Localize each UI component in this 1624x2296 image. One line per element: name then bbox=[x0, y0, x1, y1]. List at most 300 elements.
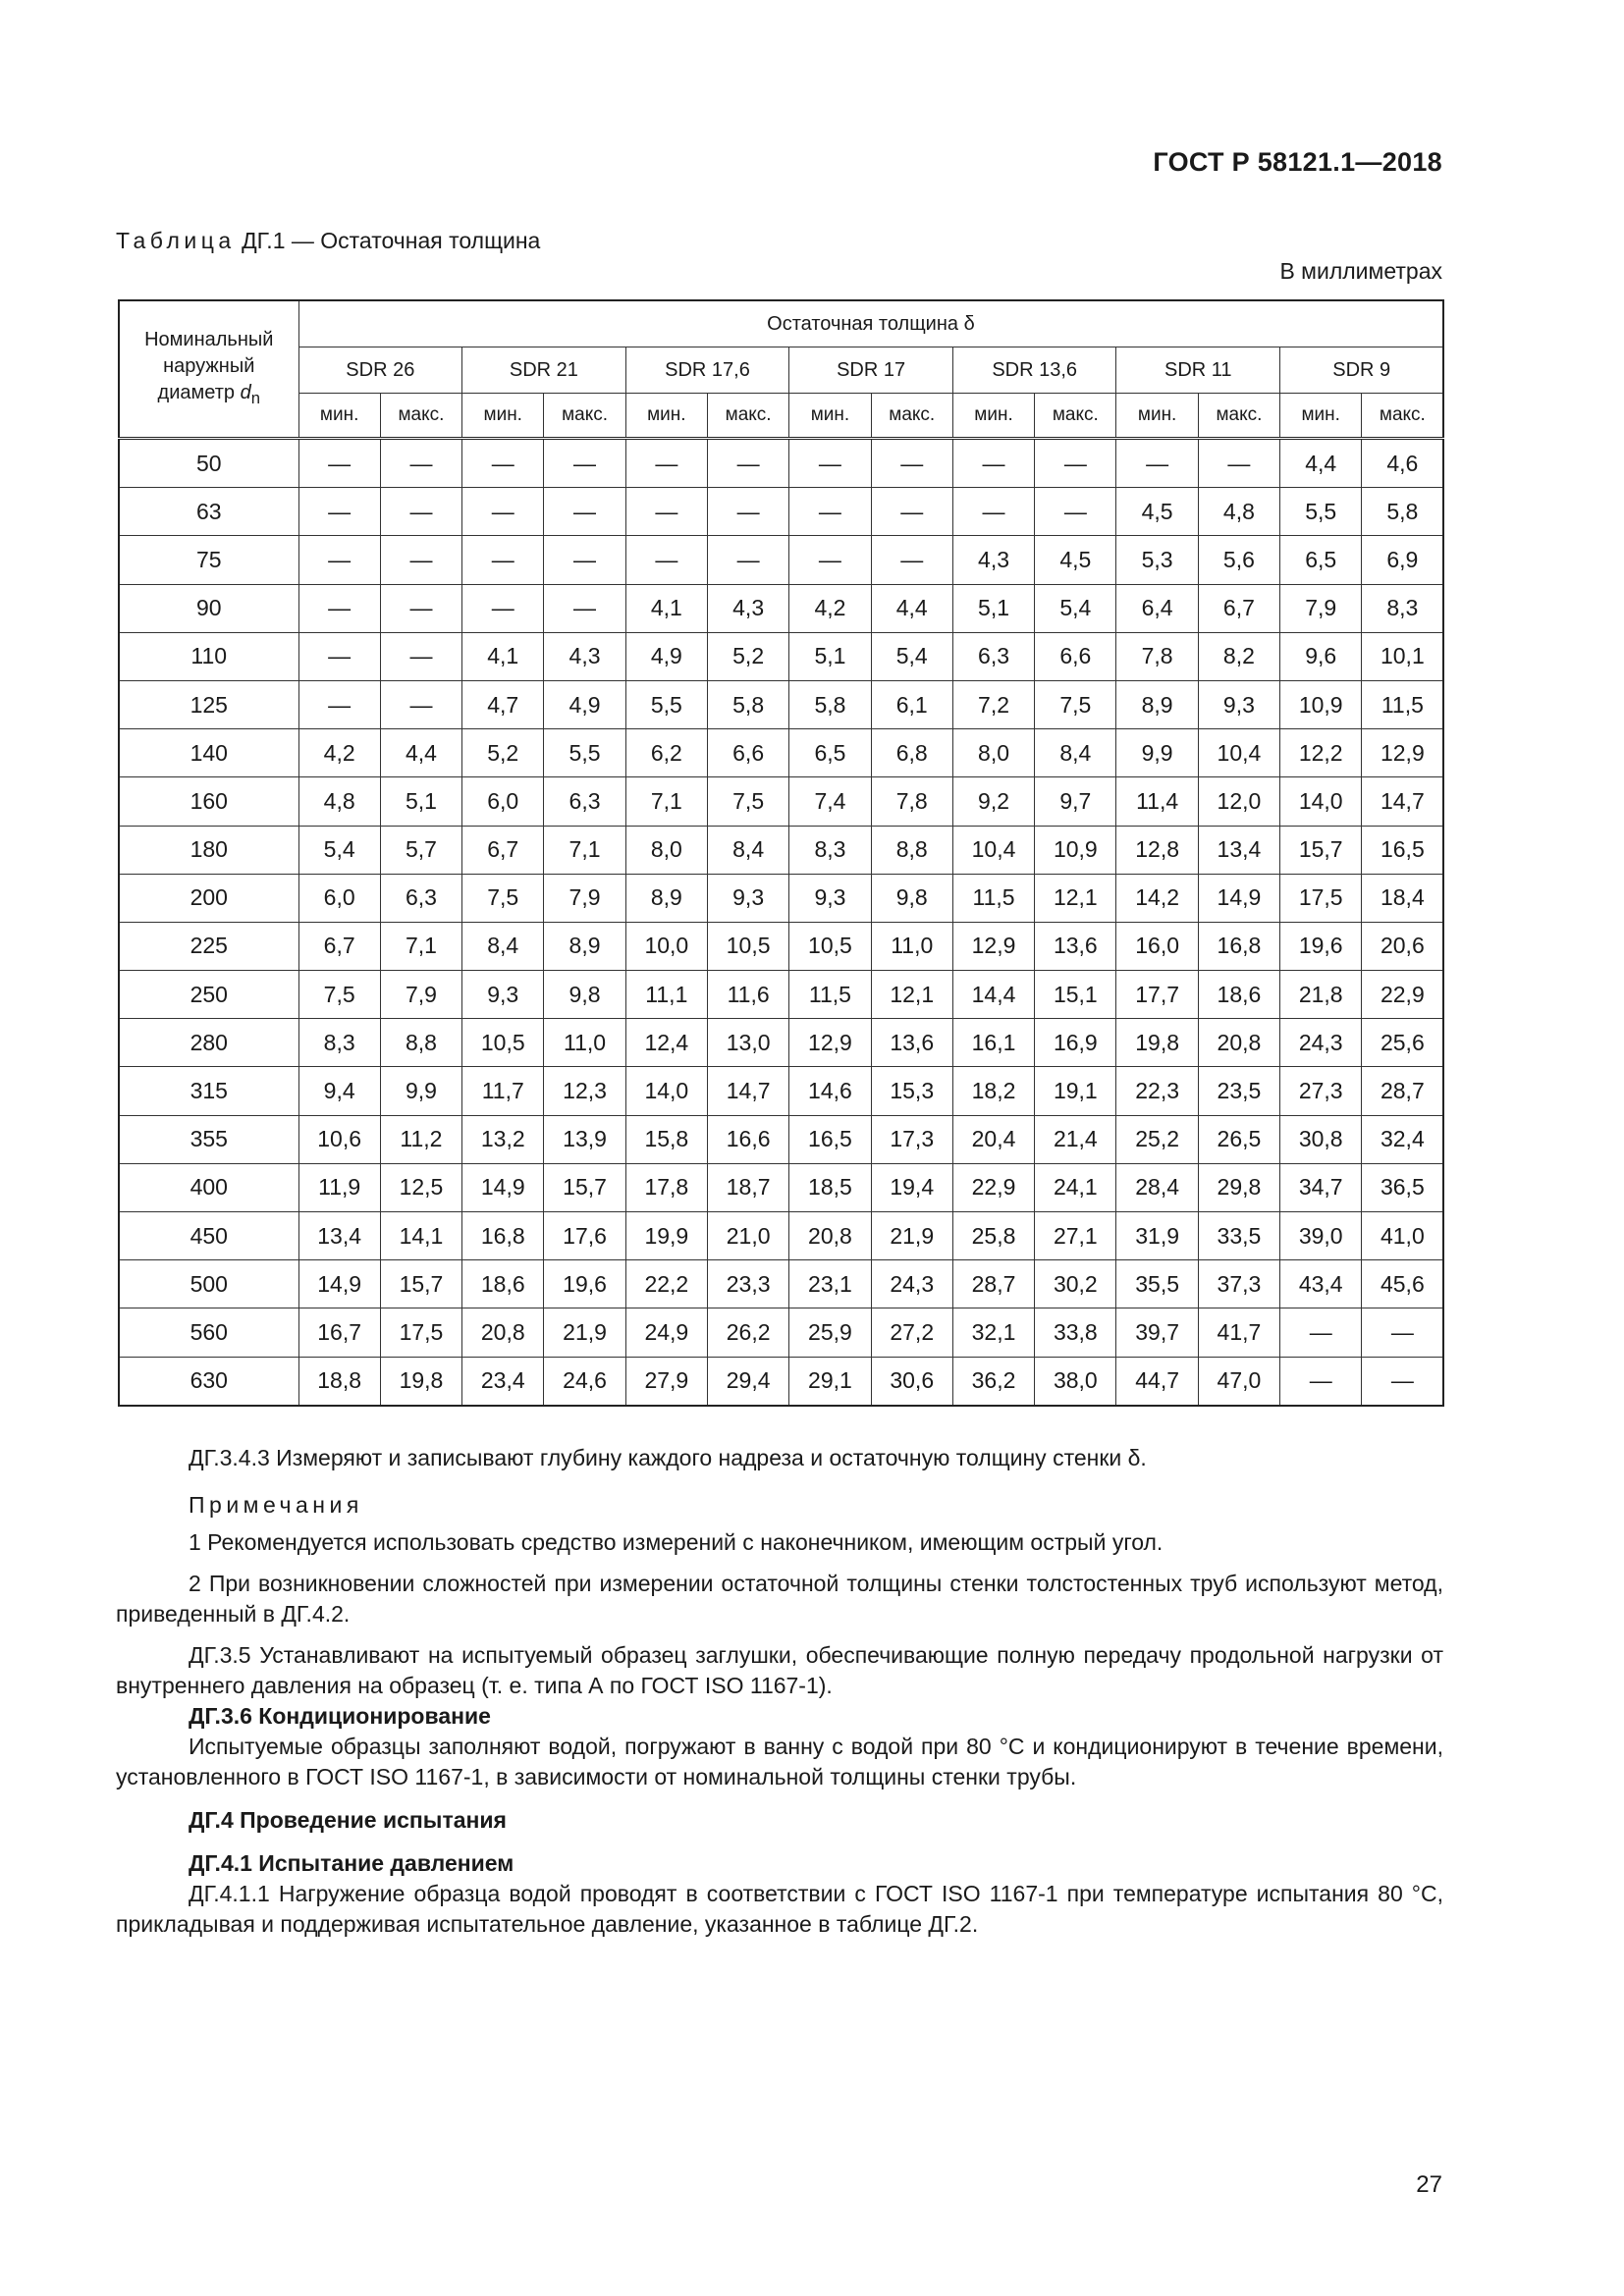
max-header: макс. bbox=[871, 394, 952, 439]
thickness-cell: 7,1 bbox=[544, 826, 625, 874]
thickness-cell: 24,6 bbox=[544, 1357, 625, 1406]
thickness-cell: 7,4 bbox=[789, 777, 871, 826]
thickness-cell: 8,9 bbox=[544, 922, 625, 970]
thickness-cell: 16,7 bbox=[298, 1308, 380, 1357]
diameter-cell: 125 bbox=[119, 680, 298, 728]
table-units: В миллиметрах bbox=[1279, 258, 1442, 284]
table-row bbox=[119, 584, 1443, 632]
thickness-cell: 8,3 bbox=[298, 1019, 380, 1067]
thickness-cell: 36,2 bbox=[952, 1357, 1034, 1406]
thickness-cell: — bbox=[1035, 439, 1116, 488]
thickness-cell: 18,4 bbox=[1362, 874, 1444, 922]
thickness-cell: 12,1 bbox=[871, 971, 952, 1019]
sdr-header: SDR 9 bbox=[1280, 347, 1444, 394]
thickness-cell: 5,3 bbox=[1116, 536, 1198, 584]
thickness-cell: — bbox=[1035, 488, 1116, 536]
thickness-cell: 6,3 bbox=[380, 874, 461, 922]
thickness-cell: 9,7 bbox=[1035, 777, 1116, 826]
thickness-cell: 24,3 bbox=[1280, 1019, 1362, 1067]
thickness-cell: 12,0 bbox=[1198, 777, 1279, 826]
thickness-cell: 4,5 bbox=[1035, 536, 1116, 584]
thickness-cell: 21,4 bbox=[1035, 1115, 1116, 1163]
min-header: мин. bbox=[462, 394, 544, 439]
thickness-cell: 6,3 bbox=[544, 777, 625, 826]
thickness-cell: 9,8 bbox=[871, 874, 952, 922]
thickness-cell: — bbox=[462, 536, 544, 584]
thickness-cell: 18,6 bbox=[1198, 971, 1279, 1019]
header-row-sdr bbox=[119, 347, 1443, 394]
thickness-cell: 16,6 bbox=[707, 1115, 788, 1163]
table-row bbox=[119, 488, 1443, 536]
thickness-cell: 19,1 bbox=[1035, 1067, 1116, 1115]
thickness-cell: 10,0 bbox=[625, 922, 707, 970]
sdr-header: SDR 13,6 bbox=[952, 347, 1116, 394]
thickness-cell: 7,9 bbox=[380, 971, 461, 1019]
thickness-cell: 14,1 bbox=[380, 1212, 461, 1260]
table-caption-prefix: Таблица bbox=[116, 228, 236, 253]
thickness-cell: 8,3 bbox=[789, 826, 871, 874]
thickness-cell: 19,6 bbox=[544, 1260, 625, 1308]
heading-dg-3-6: ДГ.3.6 Кондиционирование bbox=[189, 1703, 491, 1729]
thickness-cell: 4,8 bbox=[1198, 488, 1279, 536]
thickness-cell: 6,8 bbox=[871, 729, 952, 777]
table-caption-title: ДГ.1 — Остаточная толщина bbox=[235, 228, 541, 253]
thickness-cell: 11,5 bbox=[789, 971, 871, 1019]
diameter-symbol: d bbox=[240, 382, 251, 403]
thickness-cell: — bbox=[298, 439, 380, 488]
thickness-cell: 6,7 bbox=[462, 826, 544, 874]
thickness-cell: 8,3 bbox=[1362, 584, 1444, 632]
thickness-cell: — bbox=[1116, 439, 1198, 488]
table-row bbox=[119, 826, 1443, 874]
thickness-cell: 19,8 bbox=[1116, 1019, 1198, 1067]
thickness-cell: 29,8 bbox=[1198, 1163, 1279, 1211]
thickness-cell: 18,2 bbox=[952, 1067, 1034, 1115]
thickness-cell: 26,5 bbox=[1198, 1115, 1279, 1163]
min-header: мин. bbox=[298, 394, 380, 439]
thickness-cell: 5,1 bbox=[952, 584, 1034, 632]
diameter-header-line-3: диаметр bbox=[157, 382, 235, 403]
thickness-cell: 7,2 bbox=[952, 680, 1034, 728]
thickness-cell: — bbox=[544, 584, 625, 632]
thickness-cell: 7,5 bbox=[707, 777, 788, 826]
clause-dg-3-5: ДГ.3.5 Устанавливают на испытуемый образец заглушки, обеспечивающие полную передачу продольной нагрузки от внутреннего давления на образец (т. е. типа А по ГОСТ ISO 1167-1). bbox=[116, 1642, 1443, 1698]
thickness-cell: 21,0 bbox=[707, 1212, 788, 1260]
thickness-cell: 21,9 bbox=[871, 1212, 952, 1260]
thickness-cell: 23,4 bbox=[462, 1357, 544, 1406]
max-header: макс. bbox=[707, 394, 788, 439]
clause-dg-4-1-1: ДГ.4.1.1 Нагружение образца водой проводят в соответствии с ГОСТ ISO 1167-1 при температуре испытания 80 °С, прикладывая и поддерживая испытательное давление, указанное в таблице ДГ.2. bbox=[116, 1881, 1443, 1937]
sdr-header: SDR 17 bbox=[789, 347, 953, 394]
thickness-cell: 14,0 bbox=[625, 1067, 707, 1115]
thickness-cell: 43,4 bbox=[1280, 1260, 1362, 1308]
thickness-cell: 15,1 bbox=[1035, 971, 1116, 1019]
thickness-cell: 13,4 bbox=[1198, 826, 1279, 874]
thickness-cell: 4,1 bbox=[625, 584, 707, 632]
thickness-cell: 6,6 bbox=[707, 729, 788, 777]
thickness-cell: 5,8 bbox=[707, 680, 788, 728]
thickness-cell: 5,7 bbox=[380, 826, 461, 874]
thickness-cell: — bbox=[871, 439, 952, 488]
table-body bbox=[119, 439, 1443, 1406]
table-row bbox=[119, 1357, 1443, 1406]
thickness-cell: 22,2 bbox=[625, 1260, 707, 1308]
diameter-cell: 355 bbox=[119, 1115, 298, 1163]
thickness-cell: 32,4 bbox=[1362, 1115, 1444, 1163]
thickness-cell: 28,7 bbox=[952, 1260, 1034, 1308]
sdr-header: SDR 11 bbox=[1116, 347, 1280, 394]
thickness-cell: 17,6 bbox=[544, 1212, 625, 1260]
table-row bbox=[119, 632, 1443, 680]
thickness-cell: 23,1 bbox=[789, 1260, 871, 1308]
thickness-cell: 7,9 bbox=[544, 874, 625, 922]
thickness-cell: 47,0 bbox=[1198, 1357, 1279, 1406]
thickness-cell: 9,9 bbox=[1116, 729, 1198, 777]
thickness-cell: 8,9 bbox=[1116, 680, 1198, 728]
thickness-cell: 9,8 bbox=[544, 971, 625, 1019]
header-row-minmax bbox=[119, 394, 1443, 439]
thickness-cell: 15,7 bbox=[380, 1260, 461, 1308]
thickness-cell: 34,7 bbox=[1280, 1163, 1362, 1211]
table-row bbox=[119, 536, 1443, 584]
thickness-cell: 7,5 bbox=[298, 971, 380, 1019]
thickness-cell: 10,4 bbox=[952, 826, 1034, 874]
table-row bbox=[119, 729, 1443, 777]
thickness-cell: 12,8 bbox=[1116, 826, 1198, 874]
diameter-cell: 500 bbox=[119, 1260, 298, 1308]
thickness-cell: 16,5 bbox=[1362, 826, 1444, 874]
thickness-cell: 6,1 bbox=[871, 680, 952, 728]
thickness-cell: 17,8 bbox=[625, 1163, 707, 1211]
thickness-cell: 10,5 bbox=[707, 922, 788, 970]
thickness-cell: 8,8 bbox=[380, 1019, 461, 1067]
max-header: макс. bbox=[1198, 394, 1279, 439]
min-header: мин. bbox=[789, 394, 871, 439]
thickness-cell: 39,7 bbox=[1116, 1308, 1198, 1357]
thickness-cell: 5,8 bbox=[1362, 488, 1444, 536]
thickness-cell: 7,8 bbox=[871, 777, 952, 826]
min-header: мин. bbox=[952, 394, 1034, 439]
thickness-cell: 25,6 bbox=[1362, 1019, 1444, 1067]
thickness-cell: 4,1 bbox=[462, 632, 544, 680]
thickness-cell: 37,3 bbox=[1198, 1260, 1279, 1308]
thickness-cell: 31,9 bbox=[1116, 1212, 1198, 1260]
thickness-cell: — bbox=[298, 536, 380, 584]
thickness-cell: 41,0 bbox=[1362, 1212, 1444, 1260]
thickness-cell: 6,3 bbox=[952, 632, 1034, 680]
thickness-cell: — bbox=[380, 536, 461, 584]
thickness-cell: 17,3 bbox=[871, 1115, 952, 1163]
thickness-cell: 6,7 bbox=[298, 922, 380, 970]
table-row bbox=[119, 1163, 1443, 1211]
thickness-cell: 4,5 bbox=[1116, 488, 1198, 536]
thickness-cell: 4,8 bbox=[298, 777, 380, 826]
thickness-cell: 25,2 bbox=[1116, 1115, 1198, 1163]
thickness-cell: 22,9 bbox=[1362, 971, 1444, 1019]
thickness-cell: — bbox=[380, 584, 461, 632]
thickness-cell: 29,4 bbox=[707, 1357, 788, 1406]
thickness-cell: 14,4 bbox=[952, 971, 1034, 1019]
document-id: ГОСТ Р 58121.1—2018 bbox=[1153, 147, 1442, 177]
thickness-cell: — bbox=[1280, 1357, 1362, 1406]
thickness-cell: — bbox=[1280, 1308, 1362, 1357]
diameter-cell: 200 bbox=[119, 874, 298, 922]
thickness-cell: — bbox=[707, 536, 788, 584]
diameter-cell: 630 bbox=[119, 1357, 298, 1406]
thickness-cell: 11,7 bbox=[462, 1067, 544, 1115]
heading-dg-4: ДГ.4 Проведение испытания bbox=[189, 1807, 507, 1833]
table-row bbox=[119, 874, 1443, 922]
thickness-cell: 4,2 bbox=[298, 729, 380, 777]
thickness-cell: 8,9 bbox=[625, 874, 707, 922]
thickness-cell: 20,6 bbox=[1362, 922, 1444, 970]
min-header: мин. bbox=[1116, 394, 1198, 439]
diameter-cell: 90 bbox=[119, 584, 298, 632]
thickness-cell: 10,9 bbox=[1280, 680, 1362, 728]
notes-heading: Примечания bbox=[189, 1492, 363, 1518]
thickness-cell: — bbox=[380, 632, 461, 680]
thickness-cell: 41,7 bbox=[1198, 1308, 1279, 1357]
thickness-cell: 5,2 bbox=[462, 729, 544, 777]
thickness-cell: 45,6 bbox=[1362, 1260, 1444, 1308]
thickness-cell: 10,6 bbox=[298, 1115, 380, 1163]
thickness-cell: 9,4 bbox=[298, 1067, 380, 1115]
thickness-cell: 7,9 bbox=[1280, 584, 1362, 632]
thickness-cell: 24,3 bbox=[871, 1260, 952, 1308]
thickness-cell: 17,5 bbox=[1280, 874, 1362, 922]
diameter-subscript: n bbox=[250, 389, 260, 407]
thickness-cell: 10,4 bbox=[1198, 729, 1279, 777]
thickness-cell: 11,9 bbox=[298, 1163, 380, 1211]
table-row bbox=[119, 1115, 1443, 1163]
diameter-header-line-1: Номинальный bbox=[144, 329, 274, 350]
thickness-cell: 8,4 bbox=[462, 922, 544, 970]
thickness-cell: 23,5 bbox=[1198, 1067, 1279, 1115]
diameter-cell: 63 bbox=[119, 488, 298, 536]
thickness-cell: 19,9 bbox=[625, 1212, 707, 1260]
thickness-cell: 5,1 bbox=[380, 777, 461, 826]
thickness-cell: 12,4 bbox=[625, 1019, 707, 1067]
thickness-cell: 9,9 bbox=[380, 1067, 461, 1115]
thickness-cell: 30,2 bbox=[1035, 1260, 1116, 1308]
thickness-cell: 27,3 bbox=[1280, 1067, 1362, 1115]
thickness-cell: 30,6 bbox=[871, 1357, 952, 1406]
thickness-cell: 7,1 bbox=[380, 922, 461, 970]
thickness-cell: 10,9 bbox=[1035, 826, 1116, 874]
thickness-cell: 13,0 bbox=[707, 1019, 788, 1067]
thickness-cell: 14,7 bbox=[707, 1067, 788, 1115]
thickness-cell: 13,2 bbox=[462, 1115, 544, 1163]
table-row bbox=[119, 971, 1443, 1019]
thickness-cell: 14,9 bbox=[298, 1260, 380, 1308]
thickness-cell: 5,2 bbox=[707, 632, 788, 680]
thickness-cell: — bbox=[544, 536, 625, 584]
thickness-cell: — bbox=[707, 488, 788, 536]
thickness-cell: 18,5 bbox=[789, 1163, 871, 1211]
thickness-cell: 4,6 bbox=[1362, 439, 1444, 488]
thickness-cell: 28,4 bbox=[1116, 1163, 1198, 1211]
diameter-cell: 225 bbox=[119, 922, 298, 970]
thickness-cell: 12,2 bbox=[1280, 729, 1362, 777]
diameter-cell: 250 bbox=[119, 971, 298, 1019]
thickness-cell: 9,3 bbox=[1198, 680, 1279, 728]
max-header: макс. bbox=[1362, 394, 1444, 439]
table-row bbox=[119, 777, 1443, 826]
thickness-cell: 25,9 bbox=[789, 1308, 871, 1357]
thickness-cell: 14,7 bbox=[1362, 777, 1444, 826]
thickness-cell: 11,5 bbox=[952, 874, 1034, 922]
thickness-cell: 4,3 bbox=[544, 632, 625, 680]
thickness-cell: 11,1 bbox=[625, 971, 707, 1019]
diameter-cell: 180 bbox=[119, 826, 298, 874]
thickness-cell: — bbox=[298, 488, 380, 536]
table-row bbox=[119, 1212, 1443, 1260]
thickness-cell: 16,9 bbox=[1035, 1019, 1116, 1067]
page-number: 27 bbox=[1416, 2171, 1442, 2198]
thickness-cell: 24,1 bbox=[1035, 1163, 1116, 1211]
thickness-cell: 12,9 bbox=[952, 922, 1034, 970]
table-row bbox=[119, 1308, 1443, 1357]
heading-dg-4-1: ДГ.4.1 Испытание давлением bbox=[189, 1850, 514, 1876]
thickness-cell: 15,8 bbox=[625, 1115, 707, 1163]
clause-dg-3-4-3: ДГ.3.4.3 Измеряют и записывают глубину каждого надреза и остаточную толщину стенки δ. bbox=[189, 1445, 1147, 1470]
thickness-cell: 5,5 bbox=[1280, 488, 1362, 536]
thickness-cell: 4,4 bbox=[1280, 439, 1362, 488]
diameter-header-line-2: наружный bbox=[163, 355, 255, 377]
thickness-cell: 16,8 bbox=[462, 1212, 544, 1260]
thickness-cell: 38,0 bbox=[1035, 1357, 1116, 1406]
diameter-cell: 110 bbox=[119, 632, 298, 680]
thickness-cell: — bbox=[544, 439, 625, 488]
thickness-cell: 16,8 bbox=[1198, 922, 1279, 970]
thickness-cell: 8,0 bbox=[625, 826, 707, 874]
thickness-cell: 6,0 bbox=[462, 777, 544, 826]
diameter-column-header bbox=[119, 300, 298, 439]
sdr-header: SDR 21 bbox=[462, 347, 626, 394]
thickness-cell: — bbox=[789, 536, 871, 584]
thickness-cell: 29,1 bbox=[789, 1357, 871, 1406]
thickness-cell: 16,1 bbox=[952, 1019, 1034, 1067]
thickness-cell: 11,4 bbox=[1116, 777, 1198, 826]
thickness-cell: 15,7 bbox=[1280, 826, 1362, 874]
thickness-cell: 5,4 bbox=[1035, 584, 1116, 632]
thickness-cell: — bbox=[1362, 1357, 1444, 1406]
thickness-cell: 5,5 bbox=[544, 729, 625, 777]
thickness-cell: 39,0 bbox=[1280, 1212, 1362, 1260]
thickness-cell: — bbox=[544, 488, 625, 536]
thickness-cell: 9,3 bbox=[707, 874, 788, 922]
thickness-cell: 14,2 bbox=[1116, 874, 1198, 922]
thickness-cell: 20,8 bbox=[462, 1308, 544, 1357]
thickness-cell: 4,9 bbox=[625, 632, 707, 680]
thickness-cell: — bbox=[1198, 439, 1279, 488]
thickness-cell: 5,6 bbox=[1198, 536, 1279, 584]
diameter-cell: 400 bbox=[119, 1163, 298, 1211]
thickness-cell: 12,9 bbox=[789, 1019, 871, 1067]
thickness-cell: 28,7 bbox=[1362, 1067, 1444, 1115]
header-row-group bbox=[119, 300, 1443, 347]
thickness-cell: 5,4 bbox=[298, 826, 380, 874]
thickness-cell: 5,4 bbox=[871, 632, 952, 680]
thickness-cell: — bbox=[871, 488, 952, 536]
thickness-cell: 4,3 bbox=[952, 536, 1034, 584]
table-row bbox=[119, 1260, 1443, 1308]
thickness-cell: 7,5 bbox=[1035, 680, 1116, 728]
thickness-cell: 11,6 bbox=[707, 971, 788, 1019]
thickness-cell: 18,6 bbox=[462, 1260, 544, 1308]
thickness-cell: — bbox=[871, 536, 952, 584]
thickness-cell: 14,6 bbox=[789, 1067, 871, 1115]
thickness-cell: 32,1 bbox=[952, 1308, 1034, 1357]
thickness-cell: 6,5 bbox=[789, 729, 871, 777]
thickness-cell: 27,1 bbox=[1035, 1212, 1116, 1260]
thickness-cell: 5,8 bbox=[789, 680, 871, 728]
thickness-cell: 33,5 bbox=[1198, 1212, 1279, 1260]
thickness-cell: 6,6 bbox=[1035, 632, 1116, 680]
thickness-cell: — bbox=[952, 439, 1034, 488]
table-row bbox=[119, 1019, 1443, 1067]
max-header: макс. bbox=[544, 394, 625, 439]
thickness-cell: 8,4 bbox=[707, 826, 788, 874]
thickness-cell: 10,5 bbox=[462, 1019, 544, 1067]
thickness-cell: 19,8 bbox=[380, 1357, 461, 1406]
thickness-cell: 18,8 bbox=[298, 1357, 380, 1406]
thickness-cell: 11,0 bbox=[544, 1019, 625, 1067]
diameter-cell: 160 bbox=[119, 777, 298, 826]
thickness-cell: 36,5 bbox=[1362, 1163, 1444, 1211]
thickness-cell: 33,8 bbox=[1035, 1308, 1116, 1357]
thickness-cell: — bbox=[625, 488, 707, 536]
thickness-cell: 11,5 bbox=[1362, 680, 1444, 728]
thickness-cell: 12,1 bbox=[1035, 874, 1116, 922]
thickness-cell: 7,5 bbox=[462, 874, 544, 922]
thickness-cell: 15,7 bbox=[544, 1163, 625, 1211]
thickness-cell: 14,0 bbox=[1280, 777, 1362, 826]
thickness-cell: — bbox=[952, 488, 1034, 536]
thickness-cell: — bbox=[380, 439, 461, 488]
thickness-cell: — bbox=[462, 488, 544, 536]
thickness-cell: — bbox=[298, 680, 380, 728]
thickness-cell: 8,8 bbox=[871, 826, 952, 874]
thickness-cell: 12,3 bbox=[544, 1067, 625, 1115]
thickness-cell: 6,9 bbox=[1362, 536, 1444, 584]
thickness-cell: 6,2 bbox=[625, 729, 707, 777]
thickness-cell: 21,9 bbox=[544, 1308, 625, 1357]
thickness-cell: 7,1 bbox=[625, 777, 707, 826]
thickness-cell: 7,8 bbox=[1116, 632, 1198, 680]
thickness-cell: 19,4 bbox=[871, 1163, 952, 1211]
thickness-cell: 6,0 bbox=[298, 874, 380, 922]
thickness-cell: 11,0 bbox=[871, 922, 952, 970]
note-1: 1 Рекомендуется использовать средство измерений с наконечником, имеющим острый угол. bbox=[189, 1529, 1164, 1555]
diameter-cell: 75 bbox=[119, 536, 298, 584]
thickness-cell: 14,9 bbox=[1198, 874, 1279, 922]
thickness-cell: 24,9 bbox=[625, 1308, 707, 1357]
thickness-cell: 9,6 bbox=[1280, 632, 1362, 680]
diameter-cell: 140 bbox=[119, 729, 298, 777]
diameter-cell: 50 bbox=[119, 439, 298, 488]
thickness-cell: 5,1 bbox=[789, 632, 871, 680]
thickness-cell: 25,8 bbox=[952, 1212, 1034, 1260]
thickness-cell: 16,5 bbox=[789, 1115, 871, 1163]
thickness-cell: 13,6 bbox=[1035, 922, 1116, 970]
thickness-cell: 18,7 bbox=[707, 1163, 788, 1211]
thickness-cell: 26,2 bbox=[707, 1308, 788, 1357]
thickness-cell: 4,7 bbox=[462, 680, 544, 728]
table-row bbox=[119, 1067, 1443, 1115]
thickness-cell: 8,0 bbox=[952, 729, 1034, 777]
thickness-cell: 10,1 bbox=[1362, 632, 1444, 680]
